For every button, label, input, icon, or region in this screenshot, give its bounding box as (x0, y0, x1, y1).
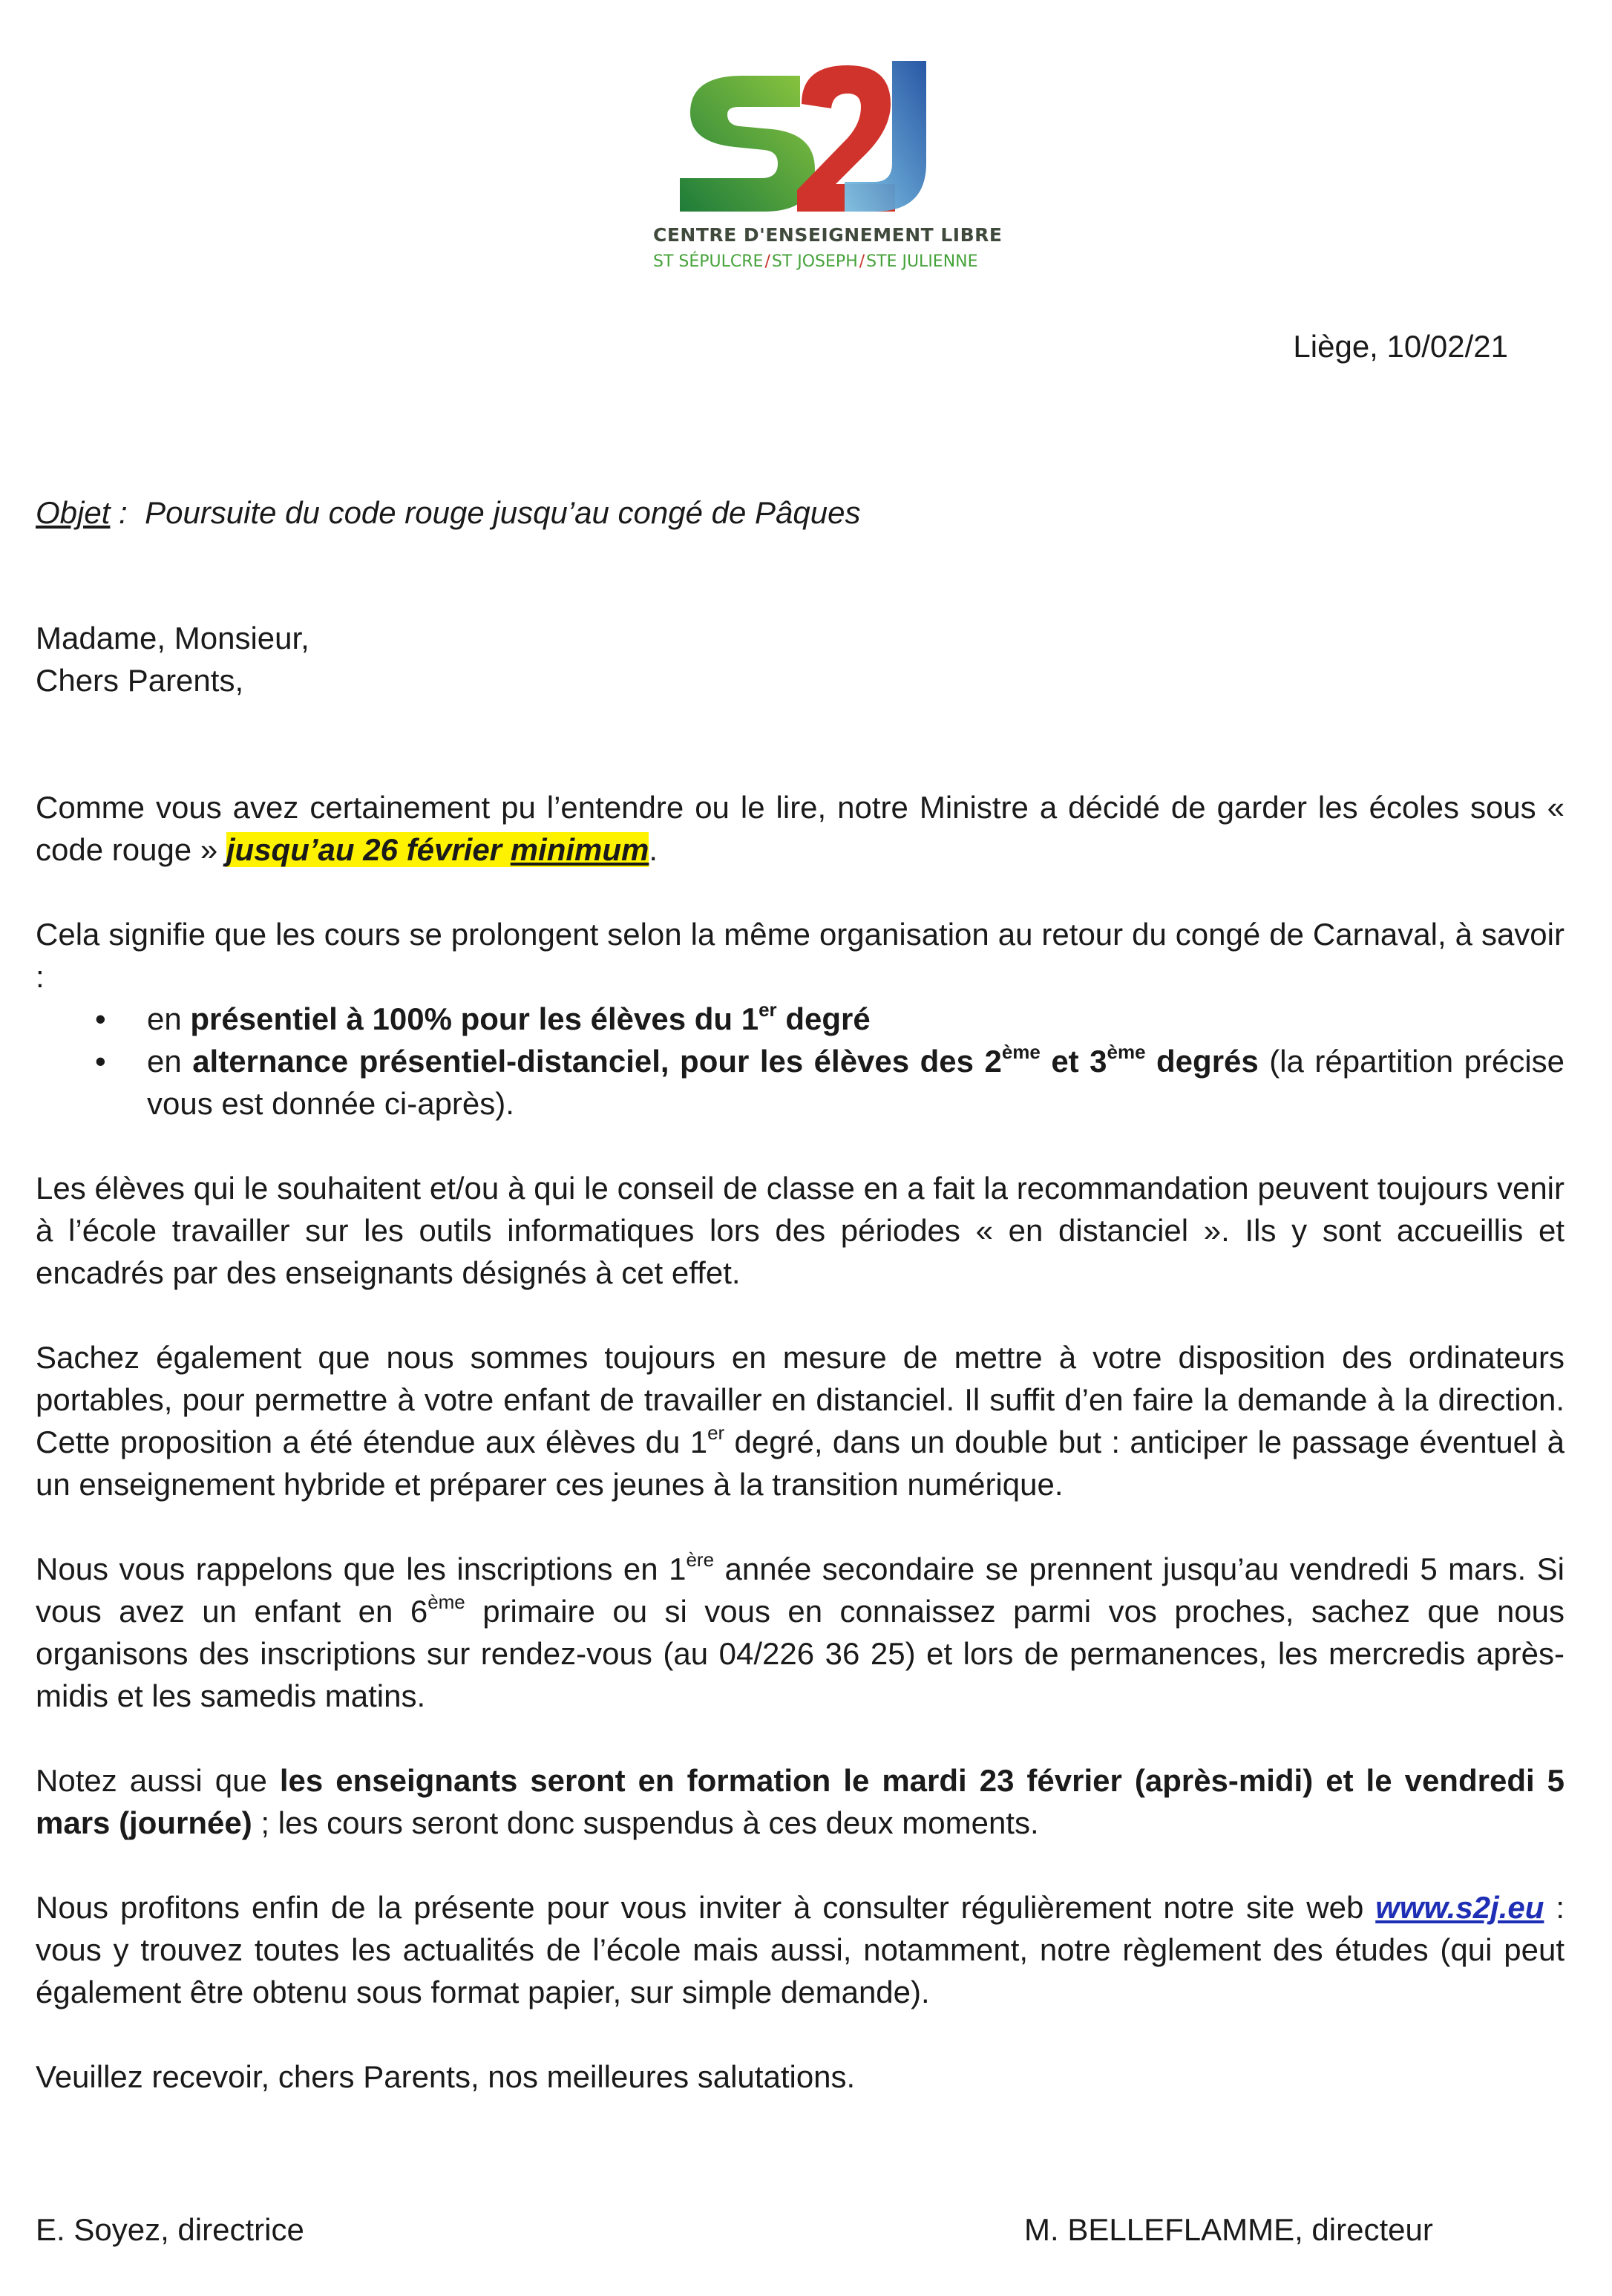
bullet-list (36, 998, 1565, 1125)
paragraph-8: Veuillez recevoir, chers Parents, nos meilleures salutations. (36, 2059, 856, 2094)
p6-text-b: ; les cours seront donc suspendus à ces deux moments. (252, 1805, 1039, 1840)
b1-bold: présentiel à 100% pour les élèves du 1 (190, 1001, 759, 1036)
highlight-underlined: minimum (510, 832, 649, 867)
logo-schools (653, 252, 978, 271)
paragraph-6 (36, 1759, 1565, 1844)
paragraph-5 (36, 1548, 1565, 1717)
paragraph-4 (36, 1336, 1565, 1505)
bullet-item-1 (36, 998, 1565, 1040)
paragraph-1 (36, 786, 1565, 871)
object-text: Poursuite du code rouge jusqu’au congé de Pâques (145, 495, 861, 530)
b2-pre: en (147, 1044, 193, 1079)
paragraph-7 (36, 1886, 1565, 2013)
signature-left: E. Soyez, directrice (36, 2212, 304, 2247)
logo-subtitle: CENTRE D'ENSEIGNEMENT LIBRE (653, 224, 1003, 246)
object-colon: : (110, 495, 128, 530)
p6-text-a: Notez aussi que (36, 1763, 280, 1798)
b2-bold2: degrés (1145, 1044, 1259, 1079)
b2-sup1: ème (1001, 1041, 1041, 1063)
b2-mid: et 3 (1040, 1044, 1107, 1079)
p5-sup2: ème (427, 1591, 465, 1613)
paragraph-2-intro: Cela signifie que les cours se prolongent selon la même organisation au retour du congé de Carnaval, à savoir : (36, 917, 1565, 994)
b2-sup2: ème (1107, 1041, 1146, 1063)
logo-school-1: ST SÉPULCRE (653, 252, 764, 271)
object-label: Objet (36, 495, 111, 530)
p5-sup1: ère (686, 1548, 715, 1571)
bullet-icon: • (95, 1044, 106, 1079)
salutation-line-1: Madame, Monsieur, (36, 621, 309, 655)
letter-object (36, 491, 860, 534)
signature-right: M. BELLEFLAMME, directeur (1024, 2212, 1433, 2247)
salutation (36, 617, 309, 701)
website-link[interactable]: www.s2j.eu (1375, 1890, 1544, 1925)
p5-text-b: année secondaire se prennent jusqu’au vendredi 5 mars. Si vous avez un enfant en 6 (36, 1551, 1565, 1629)
bullet-item-2 (36, 1040, 1565, 1125)
school-logo (653, 59, 1003, 282)
p7-text-a: Nous profitons enfin de la présente pour vous inviter à consulter régulièrement notre site web (36, 1890, 1376, 1925)
b2-bold: alternance présentiel-distanciel, pour les élèves des 2 (192, 1044, 1002, 1079)
b2-rest: (la répartition précise vous est donnée ci-après). (147, 1044, 1565, 1121)
p1-end: . (649, 832, 658, 867)
p6-bold: les enseignants seront en formation le mardi 23 février (après-midi) et le vendredi 5 mars (journée) (36, 1763, 1565, 1840)
s2j-logo-mark (653, 59, 950, 223)
letter-body (36, 786, 1565, 2098)
logo-separator: / (859, 252, 865, 271)
logo-school-3: STE JULIENNE (866, 252, 978, 271)
bullet-icon: • (95, 1001, 106, 1036)
p1-text: Comme vous avez certainement pu l’entendre ou le lire, notre Ministre a décidé de garder les écoles sous « code rouge » (36, 790, 1565, 867)
b1-pre: en (147, 1001, 191, 1036)
highlight-text: jusqu’au 26 février (226, 832, 511, 867)
p4-text-b: degré, dans un double but : anticiper le passage éventuel à un enseignement hybride et préparer ces jeunes à la transition numérique. (36, 1425, 1565, 1502)
highlighted-date (226, 832, 649, 867)
salutation-line-2: Chers Parents, (36, 663, 244, 698)
b1-sup: er (759, 998, 777, 1021)
paragraph-3: Les élèves qui le souhaitent et/ou à qui le conseil de classe en a fait la recommandation peuvent toujours venir à l’école travailler sur les outils informatiques lors des périodes « en distanciel ». Ils y sont accueillis et encadrés par des enseignants désignés à cet effet. (36, 1171, 1565, 1290)
logo-school-2: ST JOSEPH (771, 252, 858, 271)
b1-bold2: degré (776, 1001, 871, 1036)
p4-text-a: Sachez également que nous sommes toujours en mesure de mettre à votre disposition des ordinateurs portables, pour permettre à votre enfant de travailler en distanciel. Il suffit d’en faire la demande à la direction. Cette proposition a été étendue aux élèves du 1 (36, 1340, 1565, 1459)
p5-text-a: Nous vous rappelons que les inscriptions en 1 (36, 1551, 687, 1586)
logo-separator: / (764, 252, 770, 271)
p7-text-b: : vous y trouvez toutes les actualités de l’école mais aussi, notamment, notre règlement des études (qui peut également être obtenu sous format papier, sur simple demande). (36, 1890, 1565, 2009)
p4-sup: er (707, 1422, 725, 1444)
p5-text-c: primaire ou si vous en connaissez parmi vos proches, sachez que nous organisons des inscriptions sur rendez-vous (au 04/226 36 25) et lors de permanences, les mercredis après-midis et les samedis matins. (36, 1594, 1565, 1713)
letter-date: Liège, 10/02/21 (1293, 329, 1508, 364)
